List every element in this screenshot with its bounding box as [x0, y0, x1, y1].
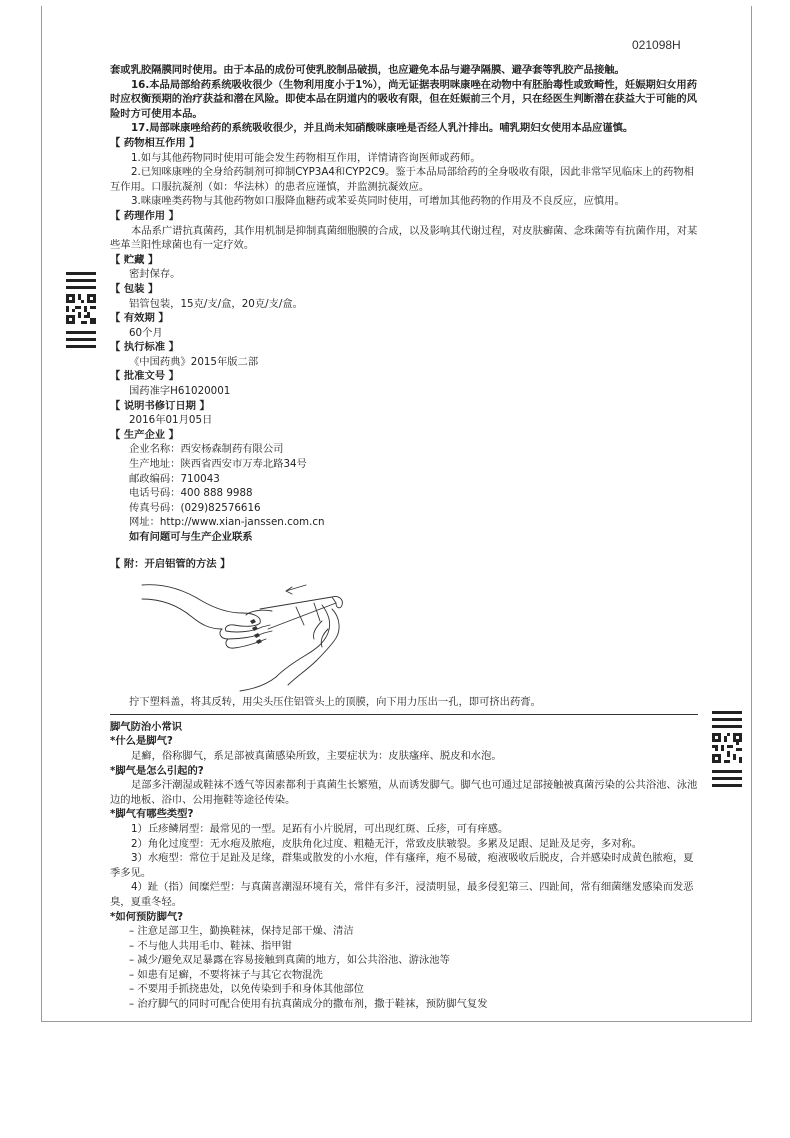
section-divider: [110, 714, 698, 715]
tips-question: *什么是脚气?: [110, 735, 173, 748]
prevention-item: – 治疗脚气的同时可配合使用有抗真菌成分的撒布剂，撒于鞋袜，预防脚气复发: [129, 998, 488, 1011]
left-code-bar: [66, 272, 96, 275]
right-code-bar: [712, 770, 742, 773]
section-title-package: 【 包装 】: [110, 282, 159, 295]
right-qr-code-icon: [712, 733, 742, 767]
manufacturer-postcode: 邮政编码：710043: [129, 472, 220, 485]
tips-type-item: 3）水疱型：常位于足趾及足缘，群集或散发的小水疱，伴有瘙痒，疱不易破，疱液吸收后脱皮，合并感染时成黄色脓疱，夏季多见。: [110, 852, 694, 879]
section-title-standard: 【 执行标准 】: [110, 341, 179, 354]
storage-text: 密封保存。: [129, 268, 181, 281]
tips-type-item: 4）趾（指）间糜烂型：与真菌喜潮湿环境有关，常伴有多汗，浸渍明显，最多侵犯第三、四趾间，常有细菌继发感染而发恶臭，夏重冬轻。: [110, 881, 694, 908]
prevention-item: – 不与他人共用毛巾、鞋袜、指甲钳: [129, 939, 292, 952]
leaflet-content: [110, 63, 698, 1012]
tips-type-item: 2）角化过度型：无水疱及脓疱，皮肤角化过度、粗糙无汗，常致皮肤皲裂。多累及足跟、足趾及足旁，多对称。: [131, 837, 643, 850]
right-code-bar: [712, 777, 742, 780]
tips-answer: 足部多汗潮湿或鞋袜不透气等因素都利于真菌生长繁殖，从而诱发脚气。脚气也可通过足部接触被真菌污染的公共浴池、泳池边的地板、浴巾、公用拖鞋等途径传染。: [110, 779, 698, 806]
manufacturer-name: 企业名称：西安杨森制药有限公司: [129, 443, 284, 456]
validity-text: 60个月: [129, 326, 163, 339]
manufacturer-fax: 传真号码：(029)82576616: [129, 501, 261, 514]
right-code-bar: [712, 718, 742, 721]
left-code-bar: [66, 338, 96, 341]
approval-text: 国药准字H61020001: [129, 385, 231, 398]
manufacturer-address: 生产地址：陕西省西安市万寿北路34号: [129, 458, 307, 471]
interaction-item: 1.如与其他药物同时使用可能会发生药物相互作用，详情请咨询医师或药师。: [131, 151, 481, 164]
revision-text: 2016年01月05日: [129, 414, 213, 427]
tips-type-item: 1）丘疹鳞屑型：最常见的一型。足跖有小片脱屑，可出现红斑、丘疹，可有痒感。: [131, 822, 509, 835]
appendix-title: 【 附：开启铝管的方法 】: [110, 557, 231, 570]
left-code-bar: [66, 279, 96, 282]
section-title-approval: 【 批准文号 】: [110, 370, 179, 383]
tips-answer: 足癣，俗称脚气，系足部被真菌感染所致，主要症状为：皮肤瘙痒、脱皮和水泡。: [131, 749, 502, 762]
tips-question: *如何预防脚气?: [110, 910, 184, 923]
section-title-interaction: 【 药物相互作用 】: [110, 136, 200, 149]
interaction-item: 2.已知咪康唑的全身给药制剂可抑制CYP3A4和CYP2C9。鉴于本品局部给药的全身吸收有限，因此非常罕见临床上的药物相互作用。口服抗凝剂（如：华法林）的患者应谨慎，并监测抗凝效应。: [110, 166, 694, 193]
left-qr-code-icon: [66, 294, 96, 328]
section-title-revision: 【 说明书修订日期 】: [110, 399, 210, 412]
intro-paragraph: 16.本品局部给药系统吸收很少（生物利用度小于1%），尚无证据表明咪康唑在动物中有胚胎毒性或致畸性，妊娠期妇女用药时应权衡预期的治疗获益和潜在风险。即使本品在阴道内的吸收有限，但在妊娠前三个月，只在经医生判断潜在获益大于可能的风险时方可使用本品。: [110, 78, 698, 120]
intro-paragraph: 套或乳胶隔膜同时使用。由于本品的成份可使乳胶制品破损，也应避免本品与避孕隔膜、避孕套等乳胶产品接触。: [110, 64, 625, 76]
tips-question: *脚气有哪些类型?: [110, 808, 194, 821]
section-title-pharmacology: 【 药理作用 】: [110, 209, 179, 222]
manufacturer-contact: 如有问题可与生产企业联系: [129, 531, 253, 543]
document-number: 021098H: [632, 38, 681, 52]
right-code-bar: [712, 711, 742, 714]
tube-opening-illustration: [110, 577, 698, 695]
left-code-bar: [66, 286, 96, 289]
right-code-bar: [712, 784, 742, 787]
section-title-storage: 【 贮藏 】: [110, 253, 159, 266]
tips-title: 脚气防治小常识: [110, 720, 183, 733]
appendix-caption: 拧下塑料盖，将其反转，用尖头压住铝管头上的顶膜，向下用力压出一孔，即可挤出药膏。: [129, 696, 541, 709]
manufacturer-phone: 电话号码：400 888 9988: [129, 487, 253, 500]
package-text: 铝管包装，15克/支/盒，20克/支/盒。: [129, 297, 303, 310]
left-code-bar: [66, 331, 96, 334]
hand-tube-drawing: [136, 577, 346, 695]
right-code-bar: [712, 725, 742, 728]
interaction-item: 3.咪康唑类药物与其他药物如口服降血糖药或苯妥英同时使用，可增加其他药物的作用及不良反应，应慎用。: [131, 195, 625, 208]
prevention-item: – 注意足部卫生，勤换鞋袜，保持足部干燥、清洁: [129, 925, 354, 938]
standard-text: 《中国药典》2015年版二部: [129, 355, 259, 368]
manufacturer-website: 网址：http://www.xian-janssen.com.cn: [129, 516, 325, 529]
prevention-item: – 减少/避免双足暴露在容易接触到真菌的地方，如公共浴池、游泳池等: [129, 954, 450, 967]
section-title-manufacturer: 【 生产企业 】: [110, 428, 179, 441]
prevention-item: – 如患有足癣，不要将袜子与其它衣物混洗: [129, 968, 323, 981]
prevention-item: – 不要用手抓挠患处，以免传染到手和身体其他部位: [129, 983, 364, 996]
section-title-validity: 【 有效期 】: [110, 312, 169, 325]
left-code-bar: [66, 345, 96, 348]
pharmacology-text: 本品系广谱抗真菌药，其作用机制是抑制真菌细胞膜的合成，以及影响其代谢过程，对皮肤癣菌、念珠菌等有抗菌作用，对某些革兰阳性球菌也有一定疗效。: [110, 224, 698, 252]
tips-question: *脚气是怎么引起的?: [110, 764, 204, 777]
intro-paragraph: 17.局部咪康唑给药的系统吸收很少，并且尚未知硝酸咪康唑是否经人乳汁排出。哺乳期妇女使用本品应谨慎。: [131, 122, 634, 135]
